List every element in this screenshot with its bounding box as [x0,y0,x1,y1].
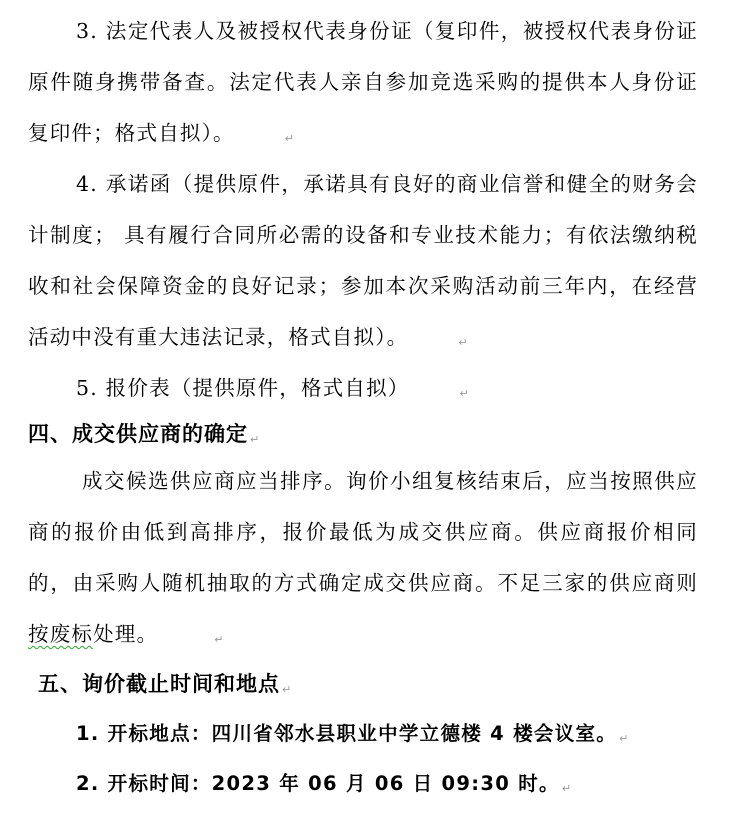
heading-text: 四、成交供应商的确定 [28,422,248,446]
body-text: 成交候选供应商应当排序。询价小组复核结束后，应当按照供应商的报价由低到高排序，报价最低为成交供应商。供应商报价相同的，由采购人随机抽取的方式确定成交供应商。不足三家的供应商则 [28,469,698,595]
paragraph-text: 3. 法定代表人及被授权代表身份证（复印件，被授权代表身份证原件随身携带备查。法定代表人亲自参加竞选采购的提供本人身份证复印件；格式自拟）。 [28,19,698,145]
section-5-item-location [76,712,628,761]
paragraph-mark-icon: ↵ [561,782,572,795]
body-text-end: 处理。 [93,622,159,646]
paragraph-mark-icon: ↵ [458,336,468,349]
item-text: 1. 开标地点：四川省邻水县职业中学立德楼 4 楼会议室。 [76,722,618,745]
paragraph-mark-icon: ↵ [214,633,224,646]
paragraph-mark-icon: ↵ [284,132,294,145]
paragraph-item-5 [28,363,698,419]
paragraph-mark-icon: ↵ [459,387,469,400]
paragraph-item-4 [28,159,698,368]
paragraph-text: 4. 承诺函（提供原件，承诺具有良好的商业信誉和健全的财务会计制度； 具有履行合同所必需的设备和专业技术能力；有依法缴纳税收和社会保障资金的良好记录；参加本次采购活动前三年内，在经营活动中没有重大违法记录，格式自拟）。 [28,172,698,349]
paragraph-mark-icon: ↵ [250,433,260,446]
section-4-body [28,456,698,665]
paragraph-text: 5. 报价表（提供原件，格式自拟） [76,376,410,400]
item-text: 2. 开标时间：2023 年 06 月 06 日 09:30 时。 [76,772,560,795]
heading-text: 五、询价截止时间和地点 [38,672,280,696]
section-5-item-time [76,762,571,811]
paragraph-mark-icon: ↵ [282,683,292,696]
paragraph-mark-icon: ↵ [619,732,629,745]
spellcheck-marked-text: 按废标 [28,622,94,646]
section-5-heading [38,662,291,712]
section-4-heading [28,412,259,462]
paragraph-item-3 [28,6,698,164]
